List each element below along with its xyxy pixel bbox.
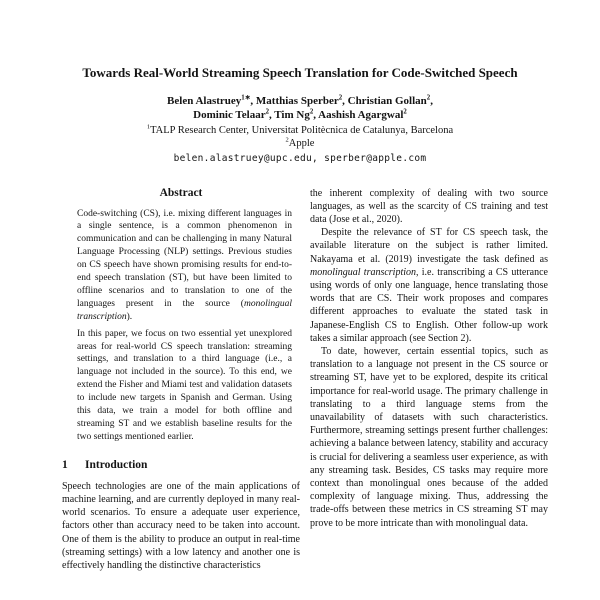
author-block xyxy=(0,94,600,122)
body-paragraph-1: the inherent complexity of dealing with two source languages, as well as the scarcity of CS training and test data (Jose et al., 2020). xyxy=(310,187,548,225)
two-column-body xyxy=(62,187,548,573)
section-number: 1 xyxy=(62,458,68,471)
abstract-paragraph-2: In this paper, we focus on two essential yet unexplored areas for real-world CS speech translation: streaming settings, and translation to a third language (i.e., a language not included in the source). To this end, we extend the Fisher and Miami test and validation datasets to include new targets in Spanish and German. Using this data, we train a model for both offline and streaming ST and we establish baseline results for the two settings mentioned earlier. xyxy=(77,328,292,442)
affiliation-1: $^1$TALP Research Center, Universitat Politècnica de Catalunya, Barcelona xyxy=(146,123,454,136)
affiliation-block xyxy=(0,124,600,150)
body-paragraph-2: Despite the relevance of ST for CS speech task, the available literature on the subject is rather limited. Nakayama et al. (2019) investigate the task defined as monolingual transcription, i.e. transcribing a CS utterance using words of only one language, hence translating those words that are CS. Their work proposes and compares different approaches to evaluate the stated task in Japanese-English CS to English. Other follow-up work takes a similar approach (see Section 2). xyxy=(310,227,548,344)
author-line-2: Dominic Telaar$^2$, Tim Ng$^2$, Aashish Agargwal$^2$ xyxy=(193,107,407,121)
paper-title: Towards Real-World Streaming Speech Translation for Code-Switched Speech xyxy=(82,65,518,80)
author-line-1: Belen Alastruey$^{1∗}$, Matthias Sperber$^2$, Christian Gollan$^2$, xyxy=(167,93,433,107)
paper-header xyxy=(0,0,600,165)
section-title: Introduction xyxy=(85,458,148,471)
right-column xyxy=(310,187,548,573)
author-emails: belen.alastruey@upc.edu, sperber@apple.com xyxy=(173,152,427,164)
left-column xyxy=(62,187,300,573)
abstract-paragraph-1: Code-switching (CS), i.e. mixing different languages in a single sentence, is a common phenomenon in communication and can be challenging in many Natural Language Processing (NLP) settings. Previous studies on CS speech have shown promising results for end-to-end speech translation (ST), but have been limited to offline scenarios and to translation to one of the languages present in the source (monolingual transcription). xyxy=(77,208,292,322)
affiliation-2: $^2$Apple xyxy=(285,136,315,149)
section-heading-introduction xyxy=(62,459,300,471)
abstract-heading: Abstract xyxy=(159,186,203,199)
intro-paragraph: Speech technologies are one of the main applications of machine learning, and are currently deployed in many real-world scenarios. To ensure a adequate user experience, factors other than accuracy need to be taken into account. One of them is the ability to produce an output in real-time (streaming settings) with a low latency and another one is effectively handling the distinctive characteristics xyxy=(62,480,300,572)
body-paragraph-3: To date, however, certain essential topics, such as translation to a language not present in the CS source or streaming ST, have yet to be explored, despite its critical importance for real-world usage. The primary challenge in translating to a third language stems from the unavailability of datasets with such characteristics. Furthermore, streaming settings present further challenges: achieving a balance between latency, stability and accuracy is crucial for delivering a seamless user experience, as with any streaming task. Besides, CS tasks may require more context than monolingual ones because of the added complexity of language mixing. Thus, addressing the trade-offs between these metrics in CS streaming ST may prove to be more intricate than with monolingual data. xyxy=(310,345,548,529)
